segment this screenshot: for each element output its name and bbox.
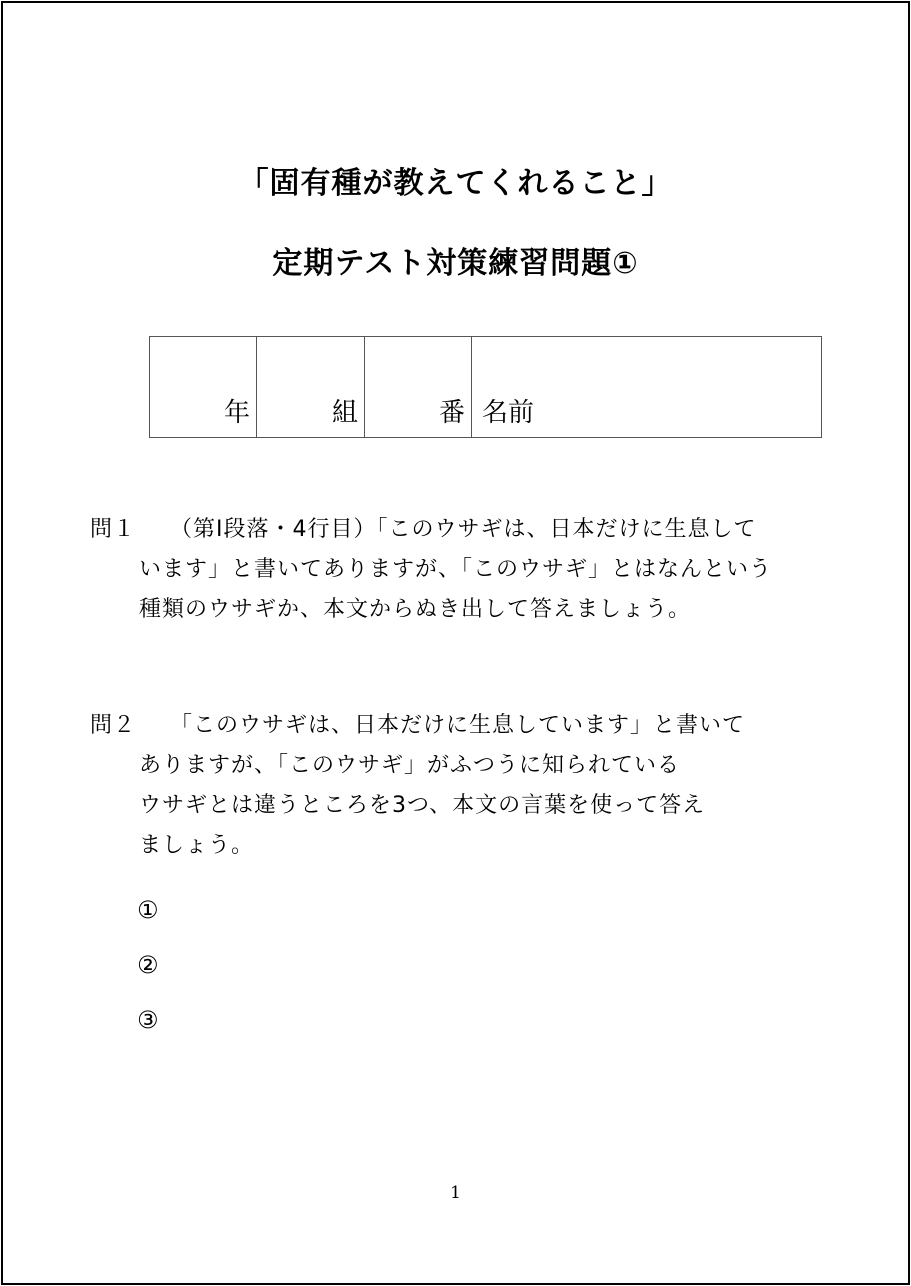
year-label: 年 [223,398,250,428]
answer-slot-2[interactable]: ② [137,951,159,979]
page-number: 1 [450,1183,461,1203]
question-line: います」と書いてありますが、「このウサギ」とはなんという [139,557,773,582]
worksheet-title: 「固有種が教えてくれること」 [238,166,673,201]
answer-slot-3[interactable]: ③ [137,1006,159,1034]
question-line: ましょう。 [139,833,255,858]
question-line: 問２ 「このウサギは、日本だけに生息しています」と書いて [90,706,745,746]
answer-slot-1[interactable]: ① [137,896,159,924]
question-1 [90,510,772,630]
question-label: 問２ [90,713,137,738]
question-2 [90,706,745,866]
question-line: 種類のウサギか、本文からぬき出して答えましょう。 [139,597,692,622]
year-cell[interactable] [150,337,257,438]
worksheet-subtitle: 定期テスト対策練習問題① [272,246,639,281]
question-line: ウサギとは違うところを3つ、本文の言葉を使って答え [139,793,706,818]
class-label: 組 [331,398,358,428]
student-info-table [149,336,822,438]
number-cell[interactable] [365,337,472,438]
question-label: 問１ [90,517,137,542]
question-line: 問１ （第Ⅰ段落・4行目）「このウサギは、日本だけに生息して [90,510,772,550]
number-label: 番 [438,398,465,428]
name-label: 名前 [482,398,535,428]
question-line: ありますが、「このウサギ」がふつうに知られている [139,753,681,778]
class-cell[interactable] [257,337,365,438]
name-cell[interactable] [472,337,822,438]
